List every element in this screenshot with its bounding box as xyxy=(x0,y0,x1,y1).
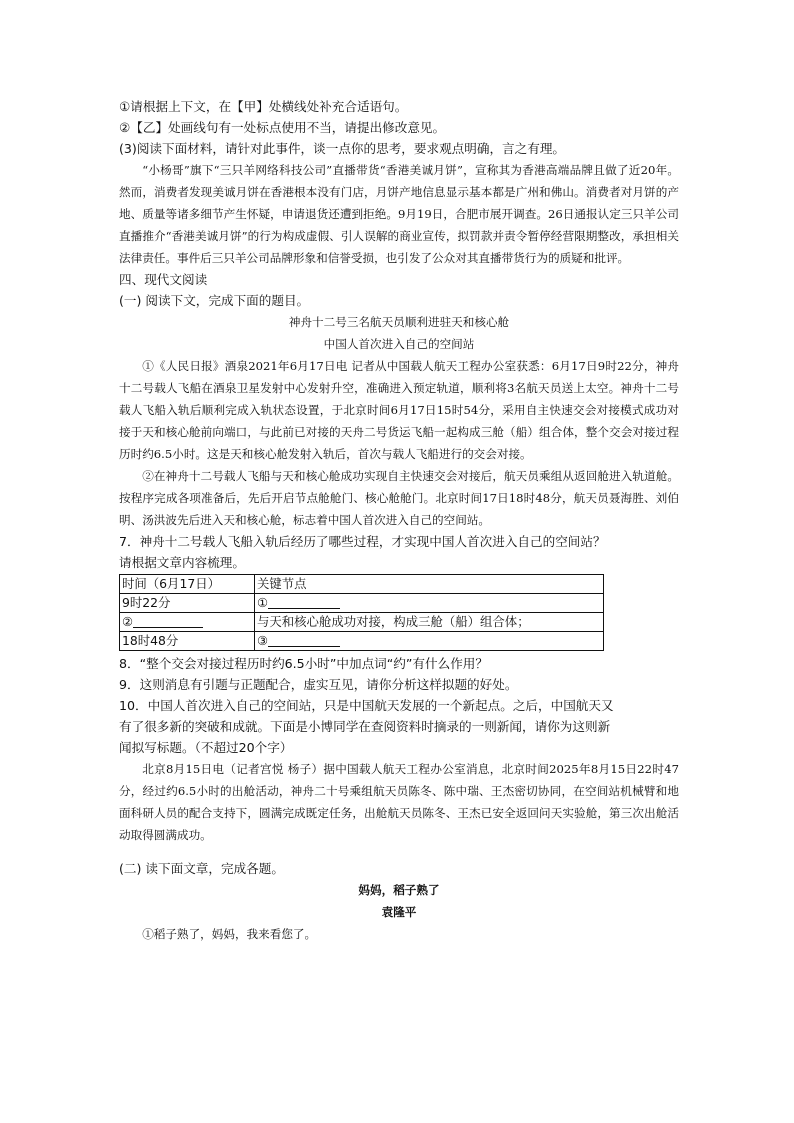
answer-blank[interactable] xyxy=(133,614,203,628)
question-7-line-2: 请根据文章内容梳理。 xyxy=(119,555,245,570)
headline-main: 中国人首次进入自己的空间站 xyxy=(323,337,475,351)
table-cell: 18时48分 xyxy=(120,632,255,651)
part-1-intro: (一) 阅读下文，完成下面的题目。 xyxy=(119,293,310,308)
table-cell xyxy=(255,594,604,613)
table-cell xyxy=(255,632,604,651)
question-1: ①请根据上下文，在【甲】处横线处补充合适语句。 xyxy=(119,99,408,114)
table-row xyxy=(120,632,604,651)
question-8: 8．“整个交会对接过程历时约6.5小时”中加点词“约”有什么作用？ xyxy=(119,656,488,671)
question-7-line-1: 7．神舟十二号载人飞船入轨后经历了哪些过程，才实现中国人首次进入自己的空间站？ xyxy=(119,534,606,549)
table-cell: 9时22分 xyxy=(120,594,255,613)
question-3: (3)阅读下面材料，请针对此事件，谈一点你的思考，要求观点明确，言之有理。 xyxy=(119,141,566,156)
table-header-row xyxy=(120,575,604,594)
answer-blank[interactable] xyxy=(268,595,340,609)
timeline-table xyxy=(119,574,604,651)
blank-marker: ② xyxy=(122,614,134,629)
question-10-line-2: 有了很多新的突破和成就。下面是小博同学在查阅资料时摘录的一则新闻，请你为这则新 xyxy=(119,719,611,734)
answer-blank[interactable] xyxy=(268,633,340,647)
question-10-line-3: 闻拟写标题。（不超过20个字） xyxy=(119,740,293,755)
article-paragraph-2: ②在神舟十二号载人飞船与天和核心舱成功实现自主快速交会对接后，航天员乘组从返回舱进入轨道舱。按程序完成各项准备后，先后开启节点舱舱门、核心舱舱门。北京时间17日18时48分，航天员聂海胜、刘伯明、汤洪波先后进入天和核心舱，标志着中国人首次进入自己的空间站。 xyxy=(119,469,679,527)
news-excerpt: 北京8月15日电（记者宫悦 杨子）据中国载人航天工程办公室消息，北京时间2025年8月15日22时47分，经过约6.5小时的出舱活动，神舟二十号乘组航天员陈冬、陈中瑞、王杰密切协同，在空间站机械臂和地面科研人员的配合支持下，圆满完成既定任务，出舱航天员陈冬、王杰已安全返回问天实验舱，第三次出舱活动取得圆满成功。 xyxy=(119,762,679,842)
essay-author: 袁隆平 xyxy=(381,905,417,919)
blank-marker: ③ xyxy=(257,633,269,648)
table-cell: 与天和核心舱成功对接，构成三舱（船）组合体； xyxy=(255,613,604,632)
question-10-line-1: 10．中国人首次进入自己的空间站，只是中国航天发展的一个新起点。之后，中国航天又 xyxy=(119,698,614,713)
essay-paragraph-1: ①稻子熟了，妈妈，我来看您了。 xyxy=(142,927,317,941)
document-page xyxy=(119,96,679,945)
table-header-cell: 时间（6月17日） xyxy=(120,575,255,594)
section-4-title: 四、现代文阅读 xyxy=(119,272,208,287)
material-paragraph: “小杨哥”旗下“三只羊网络科技公司”直播带货“香港美诚月饼”，宣称其为香港高端品牌且做了近20年。然而，消费者发现美诚月饼在香港根本没有门店，月饼产地信息显示基本都是广州和佛山。消费者对月饼的产地、质量等诸多细节产生怀疑，申请退货还遭到拒绝。9月19日，合肥市展开调查。26日通报认定三只羊公司直播推介“香港美诚月饼”的行为构成虚假、引人误解的商业宣传，拟罚款并责令暂停经营限期整改，承担相关法律责任。事件后三只羊公司品牌形象和信誉受损，也引发了公众对其直播带货行为的质疑和批评。 xyxy=(119,163,679,265)
table-cell xyxy=(120,613,255,632)
blank-marker: ① xyxy=(257,595,269,610)
question-2: ②【乙】处画线句有一处标点使用不当，请提出修改意见。 xyxy=(119,120,446,135)
table-row xyxy=(120,594,604,613)
part-2-intro: (二) 读下面文章，完成各题。 xyxy=(119,861,284,876)
essay-title: 妈妈，稻子熟了 xyxy=(358,883,440,897)
article-paragraph-1: ①《人民日报》酒泉2021年6月17日电 记者从中国载人航天工程办公室获悉：6月17日9时22分，神舟十二号载人飞船在酒泉卫星发射中心发射升空，准确进入预定轨道，顺利将3名航天员送上太空。神舟十二号载人飞船入轨后顺利完成入轨状态设置，于北京时间6月17日15时54分，采用自主快速交会对接模式成功对接于天和核心舱前向端口，与此前已对接的天舟二号货运飞船一起构成三舱（船）组合体，整个交会对接过程历时约6.5小时。这是天和核心舱发射入轨后，首次与载人飞船进行的交会对接。 xyxy=(119,359,679,461)
headline-lead: 神舟十二号三名航天员顺利进驻天和核心舱 xyxy=(288,315,510,329)
table-header-cell: 关键节点 xyxy=(255,575,604,594)
question-9: 9．这则消息有引题与正题配合，虚实互见，请你分析这样拟题的好处。 xyxy=(119,677,518,692)
table-row xyxy=(120,613,604,632)
